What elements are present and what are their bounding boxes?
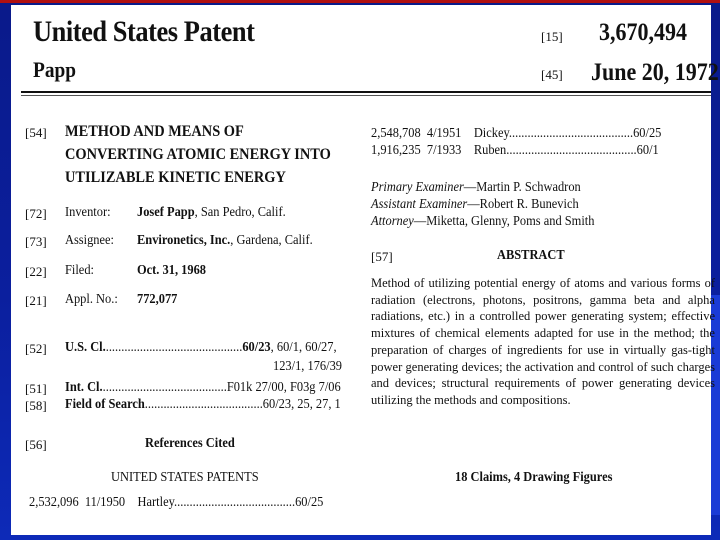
primary-examiner-label: Primary Examiner — [371, 179, 464, 194]
int-class-line — [65, 379, 341, 395]
attorney — [371, 213, 594, 229]
ref-dots: .......................................... — [506, 142, 637, 157]
reference-row — [29, 494, 323, 510]
ref-date: 11/1950 — [84, 494, 126, 509]
inventor-name: Josef Papp — [137, 204, 195, 219]
ref-class: 60/1 — [636, 142, 659, 157]
ref-date: 7/1933 — [426, 142, 462, 157]
field-code-57: [57] — [371, 249, 393, 264]
us-class-line — [65, 339, 337, 355]
ref-dots: ....................................... — [174, 494, 296, 509]
field-search-value: 60/23, 25, 27, 1 — [262, 396, 341, 411]
attorney-label: Attorney — [371, 213, 414, 228]
field-code-45: [45] — [541, 67, 563, 82]
patent-inventor-surname: Papp — [33, 57, 77, 82]
filed-value: Oct. 31, 1968 — [137, 262, 206, 277]
field-code-54: [54] — [25, 125, 47, 140]
patent-page — [11, 5, 719, 535]
filed-label: Filed: — [65, 262, 94, 277]
int-class-value: F01k 27/00, F03g 7/06 — [226, 379, 341, 394]
ref-name: Ruben — [473, 142, 507, 157]
field-search-dots: ...................................... — [144, 396, 263, 411]
patent-date: June 20, 1972 — [591, 59, 719, 86]
inventor-label: Inventor: — [65, 204, 111, 219]
us-class-line-2: 123/1, 176/39 — [273, 358, 343, 373]
ref-class: 60/25 — [295, 494, 324, 509]
abstract-text: Method of utilizing potential energy of atoms and various forms of radiation (electrons, photons, positrons, gamma beta and alpha radiations, etc.) in a controlled power generating system; effective mixtures of chemical elements adapted for use in the method; the preparation of charges of ingredients for use in virtually gas-tight power generating devices; the activation and control of such charges and devices; structural requirements of power generating devices utilizing the methods and compositions. — [371, 276, 715, 407]
field-search-label: Field of Search — [65, 396, 145, 411]
abstract-heading: ABSTRACT — [497, 247, 565, 262]
references-cited-heading: References Cited — [145, 435, 235, 450]
ref-number: 2,532,096 — [29, 494, 79, 509]
ref-date: 4/1951 — [426, 125, 462, 140]
claims-summary: 18 Claims, 4 Drawing Figures — [455, 469, 613, 484]
patent-number: 3,670,494 — [599, 19, 687, 46]
assignee-place: , Gardena, Calif. — [230, 232, 313, 247]
field-code-73: [73] — [25, 234, 47, 249]
us-class-rest: , 60/1, 60/27, — [270, 339, 337, 354]
invention-title-line-2: CONVERTING ATOMIC ENERGY INTO — [65, 146, 331, 163]
attorney-name: —Miketta, Glenny, Poms and Smith — [413, 213, 595, 228]
field-code-22: [22] — [25, 264, 47, 279]
invention-title-line-3: UTILIZABLE KINETIC ENERGY — [65, 169, 286, 186]
field-code-72: [72] — [25, 206, 47, 221]
us-class-dots: ............................................ — [105, 339, 243, 354]
inventor-place: , San Pedro, Calif. — [194, 204, 286, 219]
int-class-label: Int. Cl. — [65, 379, 103, 394]
field-code-52: [52] — [25, 341, 47, 356]
assistant-examiner-name: —Robert R. Bunevich — [467, 196, 579, 211]
header-rule-thin — [21, 95, 711, 96]
field-code-56: [56] — [25, 437, 47, 452]
field-code-21: [21] — [25, 293, 47, 308]
slide-top-accent — [0, 0, 720, 3]
field-search-line — [65, 396, 341, 412]
assistant-examiner — [371, 196, 579, 212]
appl-label: Appl. No.: — [65, 291, 118, 306]
assignee-label: Assignee: — [65, 232, 114, 247]
field-code-15: [15] — [541, 29, 563, 44]
us-class-value: 60/23 — [242, 339, 271, 354]
reference-row — [371, 125, 661, 141]
ref-name: Hartley — [137, 494, 175, 509]
header-rule — [21, 91, 711, 93]
appl-value: 772,077 — [137, 291, 178, 306]
ref-class: 60/25 — [633, 125, 662, 140]
assignee-line — [137, 232, 313, 248]
ref-dots: ........................................ — [508, 125, 634, 140]
ref-name: Dickey — [473, 125, 509, 140]
reference-row — [371, 142, 659, 158]
field-code-51: [51] — [25, 381, 47, 396]
patent-header-title: United States Patent — [33, 15, 255, 48]
primary-examiner-name: —Martin P. Schwadron — [463, 179, 581, 194]
field-code-58: [58] — [25, 398, 47, 413]
int-class-dots: ........................................ — [102, 379, 227, 394]
inventor-line — [137, 204, 286, 220]
us-patents-heading: UNITED STATES PATENTS — [111, 469, 259, 484]
assistant-examiner-label: Assistant Examiner — [371, 196, 468, 211]
assignee-name: Environetics, Inc. — [137, 232, 231, 247]
us-class-label: U.S. Cl. — [65, 339, 106, 354]
invention-title-line-1: METHOD AND MEANS OF — [65, 123, 244, 140]
ref-number: 1,916,235 — [371, 142, 421, 157]
primary-examiner — [371, 179, 581, 195]
ref-number: 2,548,708 — [371, 125, 421, 140]
